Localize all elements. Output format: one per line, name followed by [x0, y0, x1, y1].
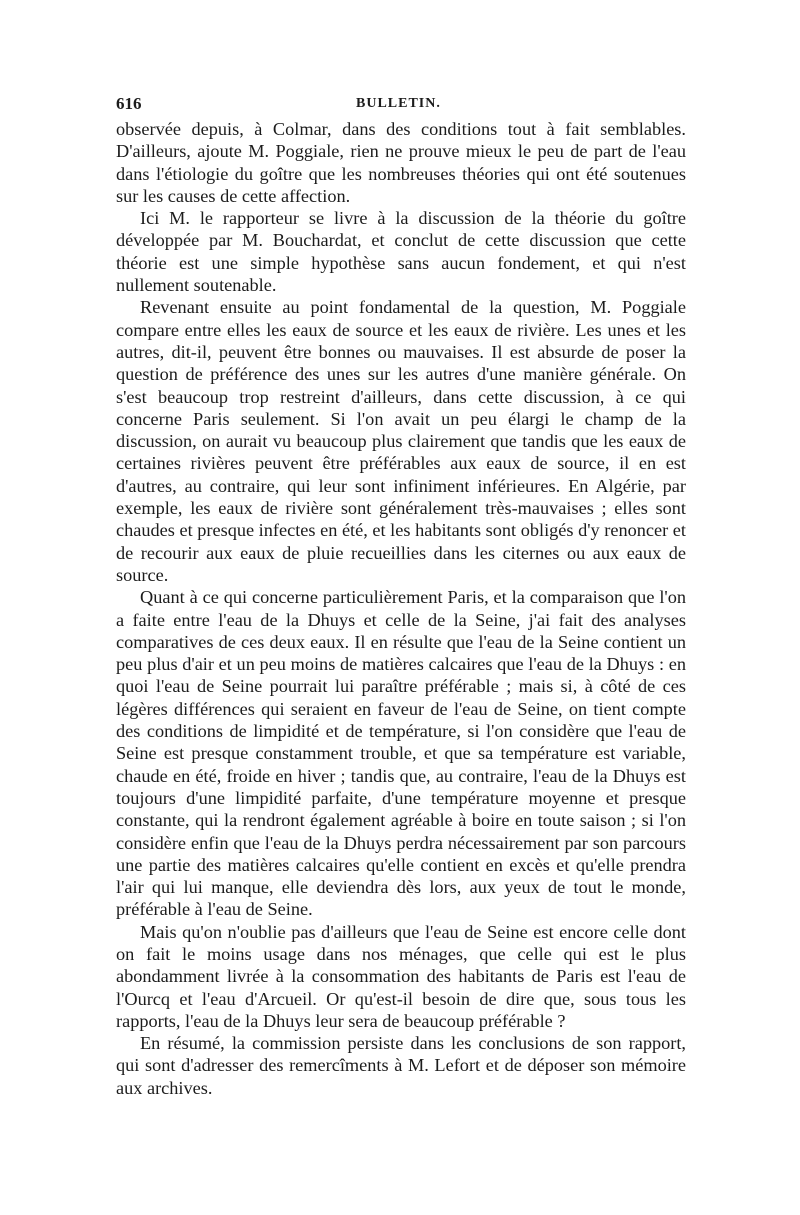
paragraph: Revenant ensuite au point fondamental de la question, M. Poggiale compare entre elles les eaux de source et les eaux de rivière. Les unes et les autres, dit-il, peuvent être bonnes ou mauvaises. Il est absurde de poser la question de préférence des unes sur les autres d'une manière générale. On s'est beaucoup trop restreint d'ailleurs, dans cette discussion, à ce qui concerne Paris seulement. Si l'on avait un peu élargi le champ de la discussion, on aurait vu beaucoup plus clairement que tandis que les eaux de certaines rivières peuvent être préférables aux eaux de source, il en est d'autres, au contraire, qui leur sont infiniment inférieures. En Algérie, par exemple, les eaux de rivière sont généralement très-mauvaises ; elles sont chaudes et presque infectes en été, et les habitants sont obligés d'y renoncer et de recourir aux eaux de pluie recueillies dans les citernes ou aux eaux de source. [116, 297, 686, 585]
paragraph: Mais qu'on n'oublie pas d'ailleurs que l'eau de Seine est encore celle dont on fait le moins usage dans nos ménages, que celle qui est le plus abondamment livrée à la consommation des habitants de Paris est l'eau de l'Ourcq et l'eau d'Arcueil. Or qu'est-il besoin de dire que, sous tous les rapports, l'eau de la Dhuys leur sera de beaucoup préférable ? [116, 921, 686, 1031]
paragraph-continued: observée depuis, à Colmar, dans des conditions tout à fait semblables. D'ailleurs, ajoute M. Poggiale, rien ne prouve mieux le peu de part de l'eau dans l'étiologie du goître que les nombreuses théories qui ont été soutenues sur les causes de cette affection. [116, 119, 686, 206]
page-number: 616 [116, 94, 142, 113]
paragraph: Quant à ce qui concerne particulièrement Paris, et la comparaison que l'on a faite entre l'eau de la Dhuys et celle de la Seine, j'ai fait des analyses comparatives de ces deux eaux. Il en résulte que l'eau de la Seine contient un peu plus d'air et un peu moins de matières calcaires que l'eau de la Dhuys : en quoi l'eau de Seine pourrait lui paraître préférable ; mais si, à côté de ces légères différences qui seraient en faveur de l'eau de Seine, on tient compte des conditions de limpidité et de température, si l'on considère que l'eau de Seine est presque constamment trouble, et que sa température est variable, chaude en été, froide en hiver ; tandis que, au contraire, l'eau de la Dhuys est toujours d'une limpidité parfaite, d'une température moyenne et presque constante, qui la rendront également agréable à boire en toute saison ; si l'on considère enfin que l'eau de la Dhuys perdra nécessairement par son parcours une partie des matières calcaires qu'elle contient en excès et qu'elle prendra l'air qui lui manque, elle deviendra dès lors, aux yeux de tout le monde, préférable à l'eau de Seine. [116, 587, 686, 920]
paragraph: En résumé, la commission persiste dans les conclusions de son rapport, qui sont d'adresser des remercîments à M. Lefort et de déposer son mémoire aux archives. [116, 1033, 686, 1098]
running-head [116, 94, 686, 114]
book-page [116, 94, 686, 1099]
body-text [116, 118, 686, 1099]
paragraph: Ici M. le rapporteur se livre à la discussion de la théorie du goître développée par M. Bouchardat, et conclut de cette discussion que cette théorie est une simple hypothèse sans aucun fondement, et qui n'est nullement soutenable. [116, 208, 686, 296]
running-title: BULLETIN. [356, 96, 441, 111]
